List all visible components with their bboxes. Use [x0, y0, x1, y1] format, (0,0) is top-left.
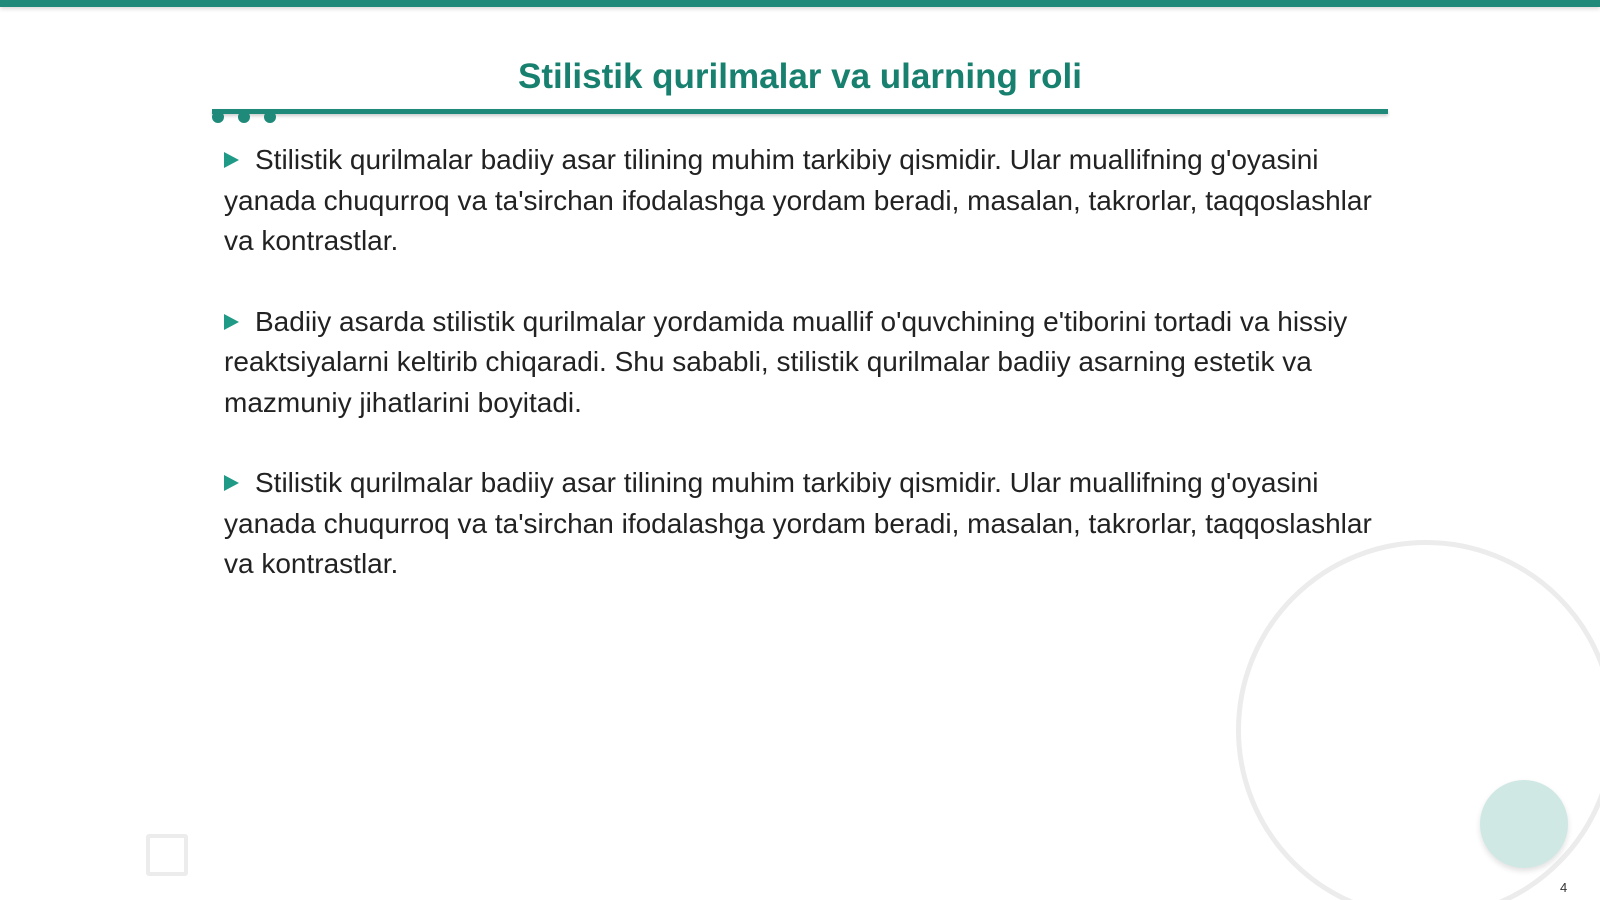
bullet-item — [224, 140, 1374, 262]
slide-title: Stilistik qurilmalar va ularning roli — [517, 57, 1083, 96]
triangle-right-icon — [224, 314, 239, 330]
bullet-text: Stilistik qurilmalar badiiy asar tilining muhim tarkibiy qismidir. Ular muallifning g'oyasini yanada chuqurroq va ta'sirchan ifodalashga yordam beradi, masalan, takrorlar, taqqoslashlar va kontrastlar. — [224, 467, 1372, 579]
decor-square — [146, 834, 188, 876]
bullet-text: Badiiy asarda stilistik qurilmalar yordamida muallif o'quvchining e'tiborini tortadi va hissiy reaktsiyalarni keltirib chiqaradi. Shu sababli, stilistik qurilmalar badiiy asarning estetik va mazmuniy jihatlarini boyitadi. — [224, 305, 1348, 418]
bullet-item — [224, 463, 1374, 585]
triangle-right-icon — [224, 475, 239, 491]
triangle-right-icon — [224, 152, 239, 168]
bullet-text: Stilistik qurilmalar badiiy asar tilining muhim tarkibiy qismidir. Ular muallifning g'oyasini yanada chuqurroq va ta'sirchan ifodalashga yordam beradi, masalan, takrorlar, taqqoslashlar va kontrastlar. — [224, 144, 1372, 256]
decor-dot — [264, 111, 276, 123]
page-number: 4 — [1560, 880, 1568, 895]
top-accent-bar — [0, 0, 1600, 7]
decor-dot — [212, 111, 224, 123]
decor-circle — [1480, 780, 1568, 868]
title-underline — [212, 109, 1388, 114]
bullet-item — [224, 302, 1374, 424]
bullet-list — [224, 140, 1374, 625]
decor-dot — [238, 111, 250, 123]
